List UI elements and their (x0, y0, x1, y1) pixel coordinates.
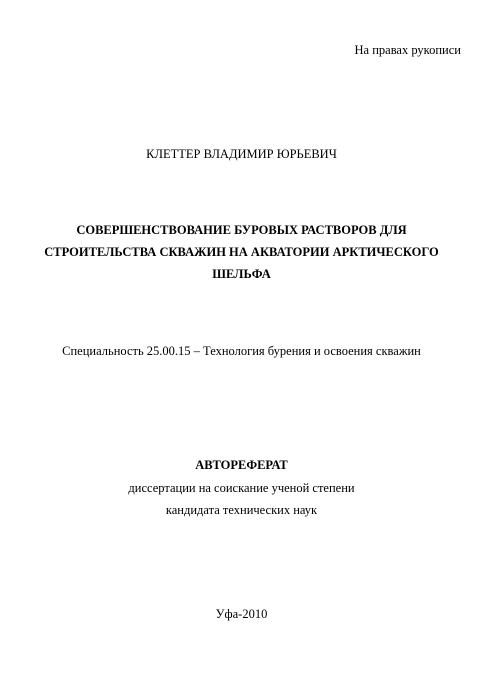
place-and-year: Уфа-2010 (215, 607, 268, 621)
specialty-line: Специальность 25.00.15 – Технология бурения и освоения скважин (62, 344, 421, 358)
abstract-heading: АВТОРЕФЕРАТ (195, 458, 288, 472)
title-line-2: СТРОИТЕЛЬСТВА СКВАЖИН НА АКВАТОРИИ АРКТИЧЕСКОГО (44, 245, 439, 259)
abstract-line-2: кандидата технических наук (165, 503, 318, 517)
author-name: КЛЕТТЕР ВЛАДИМИР ЮРЬЕВИЧ (146, 147, 337, 161)
manuscript-rights-note: На правах рукописи (354, 43, 461, 57)
abstract-line-1: диссертации на соискание ученой степени (128, 481, 355, 495)
title-line-1: СОВЕРШЕНСТВОВАНИЕ БУРОВЫХ РАСТВОРОВ ДЛЯ (76, 223, 407, 237)
title-line-3: ШЕЛЬФА (212, 267, 271, 281)
